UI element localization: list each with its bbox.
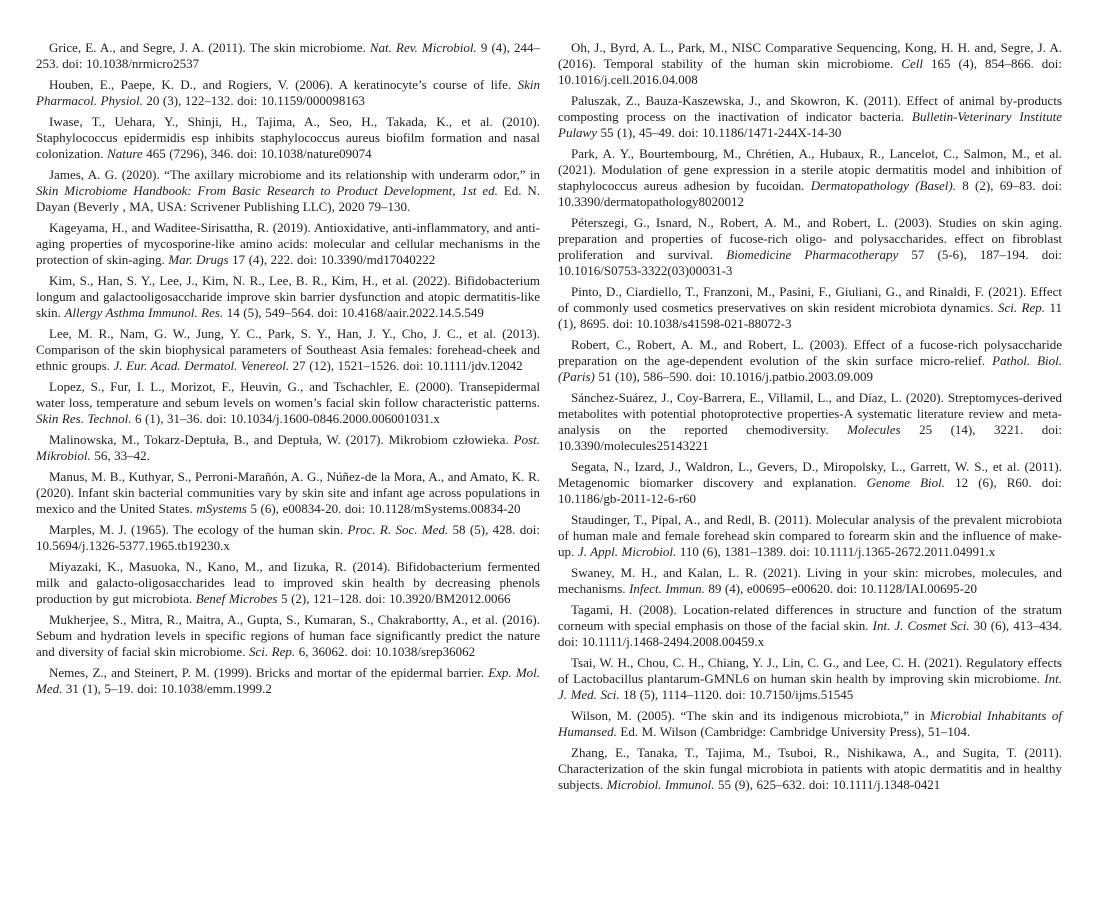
journal-title: Molecules bbox=[847, 422, 901, 437]
journal-title: Nat. Rev. Microbiol. bbox=[369, 40, 477, 55]
references-column-right bbox=[558, 40, 1062, 919]
journal-title: mSystems bbox=[196, 501, 247, 516]
reference-text: 165 (4), 854–866. doi: 10.1016/j.cell.2016.04.008 bbox=[558, 56, 1062, 87]
journal-title: Pathol. Biol. (Paris) bbox=[558, 353, 1062, 384]
reference-item bbox=[36, 273, 540, 321]
reference-item bbox=[36, 40, 540, 72]
reference-text: Iwase, T., Uehara, Y., Shinji, H., Tajima, A., Seo, H., Takada, K., et al. (2010). Staphylococcus epidermidis esp inhibits staphylococcus aureus biofilm formation and nasal colonization. bbox=[36, 114, 540, 161]
reference-item bbox=[36, 379, 540, 427]
reference-text: Houben, E., Paepe, K. D., and Rogiers, V. (2006). A keratinocyte’s course of life. bbox=[49, 77, 518, 92]
reference-item bbox=[36, 167, 540, 215]
reference-text: Tagami, H. (2008). Location-related differences in structure and function of the stratum corneum with special emphasis on those of the facial skin. bbox=[558, 602, 1062, 633]
reference-text: 20 (3), 122–132. doi: 10.1159/000098163 bbox=[142, 93, 365, 108]
reference-text: Oh, J., Byrd, A. L., Park, M., NISC Comparative Sequencing, Kong, H. H. and, Segre, J. A. (2016). Temporal stability of the human skin microbiome. bbox=[558, 40, 1062, 71]
reference-item bbox=[558, 745, 1062, 793]
reference-item bbox=[558, 93, 1062, 141]
journal-title: Post. Mikrobiol. bbox=[36, 432, 540, 463]
reference-text: Pinto, D., Ciardiello, T., Franzoni, M., Pasini, F., Giuliani, G., and Rinaldi, F. (2021). Effect of commonly used cosmetics preservatives on skin resident microbiota dynamics. bbox=[558, 284, 1062, 315]
reference-text: 110 (6), 1381–1389. doi: 10.1111/j.1365-2672.2011.04991.x bbox=[676, 544, 996, 559]
reference-item bbox=[36, 612, 540, 660]
journal-title: Dermatopathology (Basel). bbox=[810, 178, 956, 193]
reference-text: 55 (9), 625–632. doi: 10.1111/j.1348-0421 bbox=[714, 777, 941, 792]
reference-item bbox=[558, 459, 1062, 507]
reference-text: 5 (6), e00834-20. doi: 10.1128/mSystems.00834-20 bbox=[246, 501, 521, 516]
reference-text: 31 (1), 5–19. doi: 10.1038/emm.1999.2 bbox=[62, 681, 272, 696]
reference-text: Kim, S., Han, S. Y., Lee, J., Kim, N. R., Lee, B. R., Kim, H., et al. (2022). Bifidobacterium longum and galactooligosaccharide improve skin barrier dysfunction and atopic dermatitis-like skin. bbox=[36, 273, 540, 320]
journal-title: Int. J. Cosmet Sci. bbox=[872, 618, 970, 633]
reference-text: 58 (5), 428. doi: 10.5694/j.1326-5377.1965.tb19230.x bbox=[36, 522, 540, 553]
reference-item bbox=[558, 215, 1062, 279]
journal-title: J. Appl. Microbiol. bbox=[577, 544, 677, 559]
reference-text: 57 (5-6), 187–194. doi: 10.1016/S0753-3322(03)00031-3 bbox=[558, 247, 1062, 278]
journal-title: Genome Biol. bbox=[866, 475, 945, 490]
reference-item bbox=[558, 708, 1062, 740]
reference-text: 9 (4), 244–253. doi: 10.1038/nrmicro2537 bbox=[36, 40, 540, 71]
reference-text: 12 (6), R60. doi: 10.1186/gb-2011-12-6-r60 bbox=[558, 475, 1062, 506]
reference-text: 55 (1), 45–49. doi: 10.1186/1471-244X-14-30 bbox=[597, 125, 842, 140]
reference-text: 14 (5), 549–564. doi: 10.4168/aair.2022.14.5.549 bbox=[223, 305, 484, 320]
reference-text: James, A. G. (2020). “The axillary microbiome and its relationship with underarm odor,” in bbox=[49, 167, 540, 182]
reference-text: 51 (10), 586–590. doi: 10.1016/j.patbio.2003.09.009 bbox=[594, 369, 873, 384]
reference-text: 11 (1), 8695. doi: 10.1038/s41598-021-88072-3 bbox=[558, 300, 1062, 331]
reference-text: Ed. N. Dayan (Beverly , MA, USA: Scrivener Publishing LLC), 2020 79–130. bbox=[36, 183, 540, 214]
journal-title: Bulletin-Veterinary Institute Pulawy bbox=[558, 109, 1062, 140]
reference-text: Marples, M. J. (1965). The ecology of the human skin. bbox=[49, 522, 348, 537]
journal-title: Nature bbox=[107, 146, 143, 161]
journal-title: Skin Pharmacol. Physiol. bbox=[36, 77, 540, 108]
reference-text: Miyazaki, K., Masuoka, N., Kano, M., and Iizuka, R. (2014). Bifidobacterium fermented milk and galacto-oligosaccharides lead to improved skin health by decreasing phenols production by gut microbiota. bbox=[36, 559, 540, 606]
journal-title: Biomedicine Pharmacotherapy bbox=[726, 247, 899, 262]
reference-text: Manus, M. B., Kuthyar, S., Perroni-Marañón, A. G., Núñez-de la Mora, A., and Amato, K. R. (2020). Infant skin bacterial communities vary by skin site and infant age across populations in mexico and the United States. bbox=[36, 469, 540, 516]
reference-item bbox=[36, 432, 540, 464]
reference-text: Kageyama, H., and Waditee-Sirisattha, R. (2019). Antioxidative, anti-inflammatory, and anti-aging properties of mycosporine-like amino acids: molecular and cellular mechanisms in the protection of skin-aging. bbox=[36, 220, 540, 267]
reference-text: Wilson, M. (2005). “The skin and its indigenous microbiota,” in bbox=[571, 708, 931, 723]
reference-text: Segata, N., Izard, J., Waldron, L., Gevers, D., Miropolsky, L., Garrett, W. S., et al. (2011). Metagenomic biomarker discovery and explanation. bbox=[558, 459, 1062, 490]
reference-text: 89 (4), e00695–e00620. doi: 10.1128/IAI.00695-20 bbox=[704, 581, 978, 596]
reference-text: Mukherjee, S., Mitra, R., Maitra, A., Gupta, S., Kumaran, S., Chakrabortty, A., et al. (2016). Sebum and hydration levels in specific regions of human face significantly predict the nature and diversity of facial skin microbiome. bbox=[36, 612, 540, 659]
reference-item bbox=[36, 77, 540, 109]
reference-text: Sánchez-Suárez, J., Coy-Barrera, E., Villamil, L., and Díaz, L. (2020). Streptomyces-derived metabolites with potential photoprotective properties-A systematic literature review and meta-analysis on the reported chemodiversity. bbox=[558, 390, 1062, 437]
reference-item bbox=[36, 220, 540, 268]
journal-title: Proc. R. Soc. Med. bbox=[347, 522, 449, 537]
reference-item bbox=[36, 522, 540, 554]
reference-text: 30 (6), 413–434. doi: 10.1111/j.1468-2494.2008.00459.x bbox=[558, 618, 1062, 649]
reference-item bbox=[36, 114, 540, 162]
reference-item bbox=[36, 326, 540, 374]
reference-text: 17 (4), 222. doi: 10.3390/md17040222 bbox=[228, 252, 436, 267]
journal-title: Infect. Immun. bbox=[629, 581, 705, 596]
reference-text: Grice, E. A., and Segre, J. A. (2011). The skin microbiome. bbox=[49, 40, 370, 55]
reference-item bbox=[36, 665, 540, 697]
journal-title: Skin Microbiome Handbook: From Basic Research to Product Development, 1st ed. bbox=[36, 183, 498, 198]
reference-text: 6 (1), 31–36. doi: 10.1034/j.1600-0846.2000.006001031.x bbox=[131, 411, 440, 426]
reference-text: 8 (2), 69–83. doi: 10.3390/dermatopathology8020012 bbox=[558, 178, 1062, 209]
references-column-left bbox=[36, 40, 540, 919]
reference-item bbox=[558, 512, 1062, 560]
journal-title: Int. J. Med. Sci. bbox=[558, 671, 1062, 702]
journal-title: Benef Microbes bbox=[195, 591, 278, 606]
reference-text: 465 (7296), 346. doi: 10.1038/nature09074 bbox=[142, 146, 372, 161]
journal-title: Mar. Drugs bbox=[168, 252, 229, 267]
reference-text: Zhang, E., Tanaka, T., Tajima, M., Tsuboi, R., Nishikawa, A., and Sugita, T. (2011). Characterization of the skin fungal microbiota in patients with atopic dermatitis and in healthy subjects. bbox=[558, 745, 1062, 792]
reference-text: Nemes, Z., and Steinert, P. M. (1999). Bricks and mortar of the epidermal barrier. bbox=[49, 665, 489, 680]
reference-item bbox=[558, 146, 1062, 210]
reference-text: 25 (14), 3221. doi: 10.3390/molecules25143221 bbox=[558, 422, 1063, 453]
reference-text: Lee, M. R., Nam, G. W., Jung, Y. C., Park, S. Y., Han, J. Y., Cho, J. C., et al. (2013). Comparison of the skin biophysical parameters of Southeast Asia females: forehead-cheek and ethnic groups. bbox=[36, 326, 540, 373]
reference-text: 56, 33–42. bbox=[90, 448, 150, 463]
journal-title: Sci. Rep. bbox=[997, 300, 1045, 315]
journal-title: Skin Res. Technol. bbox=[36, 411, 132, 426]
reference-text: 18 (5), 1114–1120. doi: 10.7150/ijms.51545 bbox=[619, 687, 854, 702]
reference-text: Robert, C., Robert, A. M., and Robert, L. (2003). Effect of a fucose-rich polysaccharide preparation on the age-dependent evolution of the skin surface micro-relief. bbox=[558, 337, 1062, 368]
reference-text: Péterszegi, G., Isnard, N., Robert, A. M., and Robert, L. (2003). Studies on skin aging. preparation and properties of fucose-rich oligo- and polysaccharides. effect on fibroblast proliferation and survival. bbox=[558, 215, 1062, 262]
reference-text: Tsai, W. H., Chou, C. H., Chiang, Y. J., Lin, C. G., and Lee, C. H. (2021). Regulatory effects of Lactobacillus plantarum-GMNL6 on human skin health by improving skin microbiome. bbox=[558, 655, 1062, 686]
reference-item bbox=[558, 284, 1062, 332]
reference-item bbox=[36, 469, 540, 517]
reference-text: Malinowska, M., Tokarz-Deptuła, B., and Deptuła, W. (2017). Mikrobiom człowieka. bbox=[49, 432, 514, 447]
reference-text: 5 (2), 121–128. doi: 10.3920/BM2012.0066 bbox=[277, 591, 511, 606]
journal-title: Sci. Rep. bbox=[249, 644, 296, 659]
journal-title: Cell bbox=[901, 56, 923, 71]
reference-text: Staudinger, T., Pipal, A., and Redl, B. (2011). Molecular analysis of the prevalent microbiota of human male and female forehead skin compared to forearm skin and the influence of make-up. bbox=[558, 512, 1062, 559]
reference-text: Ed. M. Wilson (Cambridge: Cambridge University Press), 51–104. bbox=[616, 724, 971, 739]
reference-item bbox=[558, 655, 1062, 703]
journal-title: Allergy Asthma Immunol. Res. bbox=[64, 305, 224, 320]
reference-text: 27 (12), 1521–1526. doi: 10.1111/jdv.12042 bbox=[289, 358, 523, 373]
reference-item bbox=[558, 390, 1062, 454]
journal-title: Microbiol. Immunol. bbox=[606, 777, 715, 792]
reference-item bbox=[558, 40, 1062, 88]
journal-title: J. Eur. Acad. Dermatol. Venereol. bbox=[113, 358, 290, 373]
journal-title: Microbial Inhabitants of Humansed. bbox=[558, 708, 1062, 739]
reference-item bbox=[558, 565, 1062, 597]
reference-text: Park, A. Y., Bourtembourg, M., Chrétien, A., Hubaux, R., Lancelot, C., Salmon, M., et al. (2021). Modulation of gene expression in a sterile atopic dermatitis model and inhibition of staphylococcus aureus adhesion by fucoidan. bbox=[558, 146, 1062, 193]
reference-item bbox=[558, 337, 1062, 385]
journal-title: Exp. Mol. Med. bbox=[36, 665, 541, 696]
reference-text: Lopez, S., Fur, I. L., Morizot, F., Heuvin, G., and Tschachler, E. (2000). Transepidermal water loss, temperature and sebum levels on women’s facial skin follow characteristic patterns. bbox=[36, 379, 540, 410]
reference-text: Paluszak, Z., Bauza-Kaszewska, J., and Skowron, K. (2011). Effect of animal by-products composting process on the inactivation of indicator bacteria. bbox=[558, 93, 1062, 124]
reference-item bbox=[36, 559, 540, 607]
reference-item bbox=[558, 602, 1062, 650]
reference-text: Swaney, M. H., and Kalan, L. R. (2021). Living in your skin: microbes, molecules, and mechanisms. bbox=[558, 565, 1062, 596]
reference-text: 6, 36062. doi: 10.1038/srep36062 bbox=[295, 644, 476, 659]
